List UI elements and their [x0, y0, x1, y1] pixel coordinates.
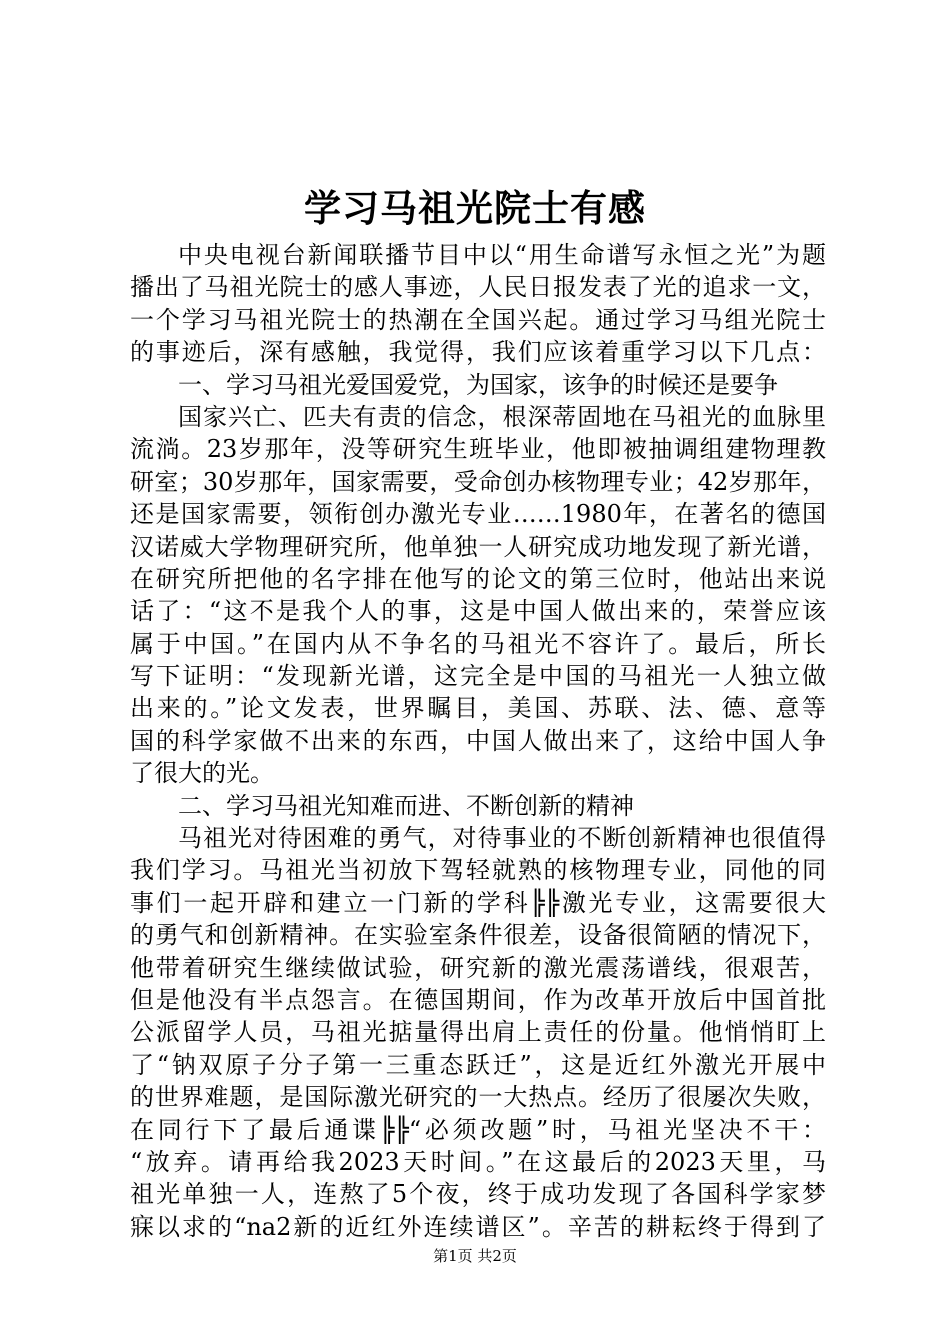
text-line: 汉诺威大学物理研究所，他单独一人研究成功地发现了新光谱，: [130, 532, 826, 561]
text-line: 研室；30岁那年，国家需要，受命创办核物理专业；42岁那年，: [130, 467, 826, 496]
text-line: 还是国家需要，领衔创办激光专业……1980年，在著名的德国: [130, 500, 826, 529]
text-line: 他带着研究生继续做试验，研究新的激光震荡谱线，很艰苦，: [130, 953, 826, 982]
text-line: 属于中国。”在国内从不争名的马祖光不容许了。最后，所长: [130, 629, 826, 658]
text-line: 寐以求的“na2新的近红外连续谱区”。辛苦的耕耘终于得到了: [130, 1212, 826, 1241]
text-line: “放弃。请再给我2023天时间。”在这最后的2023天里，马: [130, 1147, 826, 1176]
text-line: 事们一起开辟和建立一门新的学科╠╠激光专业，这需要很大: [130, 888, 826, 917]
text-line: 播出了马祖光院士的感人事迹，人民日报发表了光的追求一文，: [130, 273, 826, 302]
text-line: 国的科学家做不出来的东西，中国人做出来了，这给中国人争: [130, 726, 826, 755]
text-line: 话了：“这不是我个人的事，这是中国人做出来的，荣誉应该: [130, 597, 826, 626]
text-line: 了很大的光。: [130, 759, 274, 788]
page-number-footer: 第1页 共2页: [433, 1247, 517, 1265]
text-line: 的勇气和创新精神。在实验室条件很差，设备很简陋的情况下，: [130, 921, 826, 950]
text-line: 国家兴亡、匹夫有责的信念，根深蒂固地在马祖光的血脉里: [178, 402, 826, 431]
text-line: 的事迹后，深有感触，我觉得，我们应该着重学习以下几点：: [130, 338, 826, 367]
text-line: 在同行下了最后通谍╠╠“必须改题”时，马祖光坚决不干：: [130, 1115, 826, 1144]
text-line: 我们学习。马祖光当初放下驾轻就熟的核物理专业，同他的同: [130, 856, 826, 885]
document-body: [130, 239, 826, 1243]
text-line: 了“钠双原子分子第一三重态跃迁”，这是近红外激光开展中: [130, 1050, 826, 1079]
text-line: 中央电视台新闻联播节目中以“用生命谱写永恒之光”为题: [178, 241, 826, 269]
text-line: 流淌。23岁那年，没等研究生班毕业，他即被抽调组建物理教: [130, 435, 826, 464]
section-heading-1: 一、学习马祖光爱国爱党，为国家，该争的时候还是要争: [178, 370, 778, 399]
text-line: 马祖光对待困难的勇气，对待事业的不断创新精神也很值得: [178, 824, 826, 853]
text-line: 在研究所把他的名字排在他写的论文的第三位时，他站出来说: [130, 564, 826, 593]
document-title: 学习马祖光院士有感: [304, 186, 646, 230]
text-line: 的世界难题，是国际激光研究的一大热点。经历了很屡次失败，: [130, 1083, 826, 1112]
text-line: 写下证明：“发现新光谱，这完全是中国的马祖光一人独立做: [130, 662, 826, 691]
text-line: 但是他没有半点怨言。在德国期间，作为改革开放后中国首批: [130, 985, 826, 1014]
text-line: 祖光单独一人，连熬了5个夜，终于成功发现了各国科学家梦: [130, 1180, 826, 1209]
text-line: 公派留学人员，马祖光掂量得出肩上责任的份量。他悄悄盯上: [130, 1018, 826, 1047]
section-heading-2: 二、学习马祖光知难而进、不断创新的精神: [178, 791, 634, 820]
text-line: 一个学习马祖光院士的热潮在全国兴起。通过学习马组光院士: [130, 305, 826, 334]
text-line: 出来的。”论文发表，世界瞩目，美国、苏联、法、德、意等: [130, 694, 826, 723]
